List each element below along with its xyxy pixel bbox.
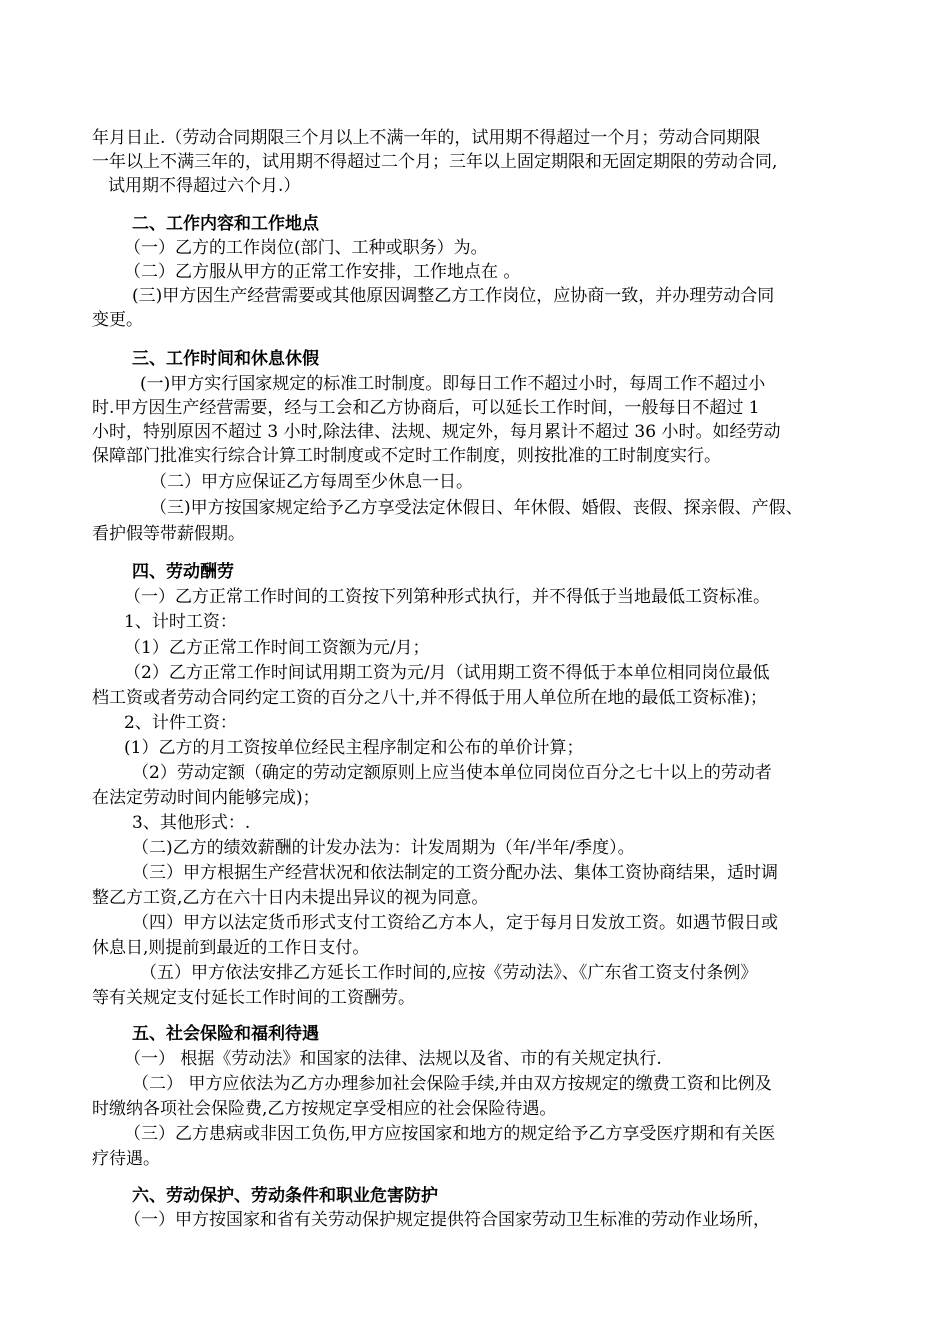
paragraph-line: （1）乙方正常工作时间工资额为元/月； xyxy=(124,638,430,658)
section-heading: 二、工作内容和工作地点 xyxy=(132,214,319,234)
paragraph-line: 3、其他形式：. xyxy=(132,813,251,833)
intro-line: 试用期不得超过六个月.） xyxy=(108,176,301,196)
paragraph-line: （二）乙方服从甲方的正常工作安排，工作地点在 。 xyxy=(124,262,521,282)
paragraph-line: （2）乙方正常工作时间试用期工资为元/月（试用期工资不得低于本单位相同岗位最低 xyxy=(124,663,770,683)
paragraph-line: (1）乙方的月工资按单位经民主程序制定和公布的单价计算； xyxy=(124,738,584,758)
paragraph-line: （二)乙方的绩效薪酬的计发办法为：计发周期为（年/半年/季度）。 xyxy=(132,838,635,858)
paragraph-line: （三)甲方按国家规定给予乙方享受法定休假日、年休假、婚假、丧假、探亲假、产假、 xyxy=(150,498,803,518)
paragraph-line: 休息日,则提前到最近的工作日支付。 xyxy=(92,938,370,958)
paragraph-line: （2）劳动定额（确定的劳动定额原则上应当使本单位同岗位百分之七十以上的劳动者 xyxy=(132,763,772,783)
paragraph-line: 保障部门批准实行综合计算工时制度或不定时工作制度，则按批准的工时制度实行。 xyxy=(92,446,721,466)
section-heading: 五、社会保险和福利待遇 xyxy=(132,1024,319,1044)
paragraph-line: 疗待遇。 xyxy=(92,1149,160,1169)
intro-line: 年月日止.（劳动合同期限三个月以上不满一年的，试用期不得超过一个月；劳动合同期限 xyxy=(92,128,761,148)
paragraph-line: （四）甲方以法定货币形式支付工资给乙方本人，定于每月日发放工资。如遇节假日或 xyxy=(132,913,778,933)
paragraph-line: （五）甲方依法安排乙方延长工作时间的,应按《劳动法》、《广东省工资支付条例》 xyxy=(140,963,758,983)
paragraph-line: （三）甲方根据生产经营状况和依法制定的工资分配办法、集体工资协商结果，适时调 xyxy=(132,863,778,883)
intro-line: 一年以上不满三年的，试用期不得超过二个月；三年以上固定期限和无固定期限的劳动合同, xyxy=(92,152,778,172)
paragraph-line: （一）乙方正常工作时间的工资按下列第种形式执行，并不得低于当地最低工资标准。 xyxy=(124,587,770,607)
paragraph-line: 整乙方工资,乙方在六十日内未提出异议的视为同意。 xyxy=(92,888,489,908)
paragraph-line: （一） 根据《劳动法》和国家的法律、法规以及省、市的有关规定执行. xyxy=(124,1049,662,1069)
paragraph-line: 变更。 xyxy=(92,310,143,330)
paragraph-line: 2、计件工资： xyxy=(124,713,237,733)
paragraph-line: 等有关规定支付延长工作时间的工资酬劳。 xyxy=(92,988,415,1008)
paragraph-line: 小时，特别原因不超过 3 小时,除法律、法规、规定外，每月累计不超过 36 小时。如经劳动 xyxy=(92,422,781,442)
paragraph-line: （一）甲方按国家和省有关劳动保护规定提供符合国家劳动卫生标准的劳动作业场所， xyxy=(124,1210,770,1230)
section-heading: 六、劳动保护、劳动条件和职业危害防护 xyxy=(132,1186,438,1206)
paragraph-line: （二）甲方应保证乙方每周至少休息一日。 xyxy=(150,472,473,492)
paragraph-line: （三）乙方患病或非因工负伤,甲方应按国家和地方的规定给予乙方享受医疗期和有关医 xyxy=(124,1124,776,1144)
section-heading: 四、劳动酬劳 xyxy=(132,562,234,582)
paragraph-line: (三)甲方因生产经营需要或其他原因调整乙方工作岗位，应协商一致，并办理劳动合同 xyxy=(132,286,775,306)
paragraph-line: 档工资或者劳动合同约定工资的百分之八十,并不得低于用人单位所在地的最低工资标准)； xyxy=(92,688,768,708)
paragraph-line: 在法定劳动时间内能够完成)； xyxy=(92,788,320,808)
paragraph-line: 看护假等带薪假期。 xyxy=(92,524,245,544)
paragraph-line: （一）乙方的工作岗位(部门、工种或职务）为。 xyxy=(124,238,488,258)
section-heading: 三、工作时间和休息休假 xyxy=(132,349,319,369)
paragraph-line: 时.甲方因生产经营需要，经与工会和乙方协商后，可以延长工作时间，一般每日不超过 1 xyxy=(92,398,760,418)
paragraph-line: 1、计时工资： xyxy=(124,612,237,632)
paragraph-line: （二） 甲方应依法为乙方办理参加社会保险手续,并由双方按规定的缴费工资和比例及 xyxy=(132,1074,772,1094)
paragraph-line: (一)甲方实行国家规定的标准工时制度。即每日工作不超过小时，每周工作不超过小 xyxy=(140,374,766,394)
paragraph-line: 时缴纳各项社会保险费,乙方按规定享受相应的社会保险待遇。 xyxy=(92,1099,557,1119)
